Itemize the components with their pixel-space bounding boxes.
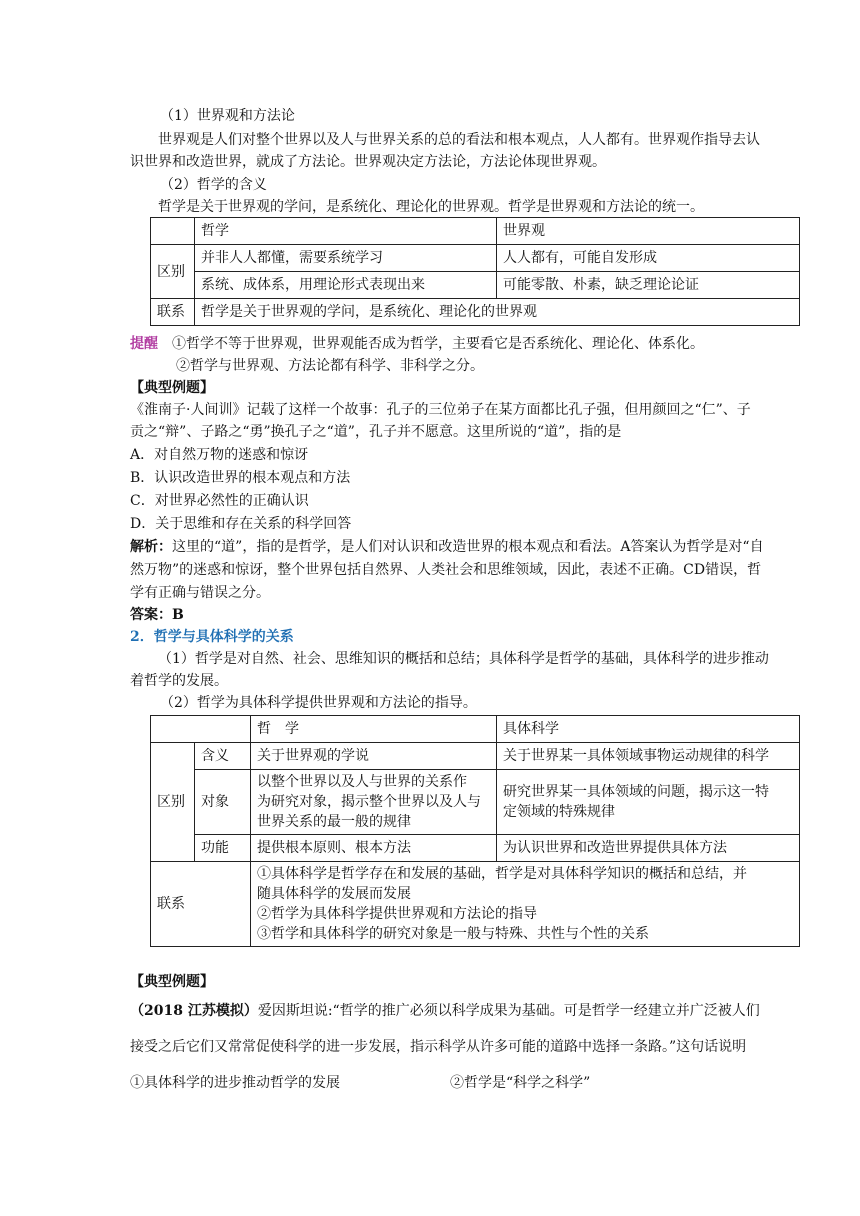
paragraph-worldview-2: 识世界和改造世界，就成了方法论。世界观决定方法论，方法论体现世界观。 xyxy=(130,154,606,170)
table-header: 具体科学 xyxy=(497,716,800,743)
row-label-connection: 联系 xyxy=(151,862,251,947)
table-cell: 人人都有，可能自发形成 xyxy=(497,245,800,272)
tip-line-2: ②哲学与世界观、方法论都有科学、非科学之分。 xyxy=(176,358,484,374)
example-title-1: 【典型例题】 xyxy=(130,380,214,396)
table-cell xyxy=(151,218,195,245)
tip-line-1 xyxy=(130,333,800,355)
table-cell: 为认识世界和改造世界提供具体方法 xyxy=(497,835,800,862)
philosophy-science-table xyxy=(150,715,800,947)
example-question-line-2: 贡之“辩”、子路之“勇”换孔子之“道”，孔子并不愿意。这里所说的“道”，指的是 xyxy=(130,424,622,440)
section-title-2: 2．哲学与具体科学的关系 xyxy=(130,629,294,645)
cell-line: 世界关系的最一般的规律 xyxy=(257,814,411,830)
analysis-text-1: 这里的“道”，指的是哲学，是人们对认识和改造世界的根本观点和看法。A答案认为哲学是对“自 xyxy=(172,539,764,555)
analysis-line-3: 学有正确与错误之分。 xyxy=(130,585,270,601)
table-cell xyxy=(151,716,251,743)
section2-paragraph-2: （2）哲学为具体科学提供世界观和方法论的指导。 xyxy=(160,695,477,711)
row-label-difference: 区别 xyxy=(151,743,195,862)
answer-value: B xyxy=(172,607,184,623)
example-question-line-1: 《淮南子·人间训》记载了这样一个故事：孔子的三位弟子在某方面都比孔子强，但用颜回之“仁”、子 xyxy=(130,402,751,418)
table-row xyxy=(151,218,800,245)
row-sublabel: 功能 xyxy=(195,835,251,862)
analysis-line-1 xyxy=(130,536,800,558)
cell-line: 定领域的特殊规律 xyxy=(503,804,615,820)
cell-line: 以整个世界以及人与世界的关系作 xyxy=(257,774,467,790)
row-sublabel: 含义 xyxy=(195,743,251,770)
option-a: A．对自然万物的迷惑和惊讶 xyxy=(130,447,309,463)
cell-line: 研究世界某一具体领域的问题，揭示这一特 xyxy=(503,784,769,800)
table-cell: 系统、成体系，用理论形式表现出来 xyxy=(195,272,497,299)
heading-worldview-methodology: （1）世界观和方法论 xyxy=(160,108,295,124)
table-cell: 提供根本原则、根本方法 xyxy=(251,835,497,862)
cell-line: ②哲学为具体科学提供世界观和方法论的指导 xyxy=(257,906,537,922)
table-row xyxy=(151,299,800,326)
table-cell xyxy=(251,770,497,835)
analysis-label: 解析： xyxy=(130,539,172,555)
row-sublabel: 对象 xyxy=(195,770,251,835)
cell-line: 为研究对象，揭示整个世界以及人与 xyxy=(257,794,481,810)
paragraph-philosophy-meaning: 哲学是关于世界观的学问，是系统化、理论化的世界观。哲学是世界观和方法论的统一。 xyxy=(158,199,704,215)
table-header: 哲 学 xyxy=(251,716,497,743)
table-cell xyxy=(497,770,800,835)
section2-paragraph-1b: 着哲学的发展。 xyxy=(130,673,228,689)
philosophy-worldview-table xyxy=(150,217,800,326)
row-label-connection: 联系 xyxy=(151,299,195,326)
tip-label: 提醒 xyxy=(130,336,158,352)
option-d: D．关于思维和存在关系的科学回答 xyxy=(130,516,352,532)
example2-line-1 xyxy=(130,1000,800,1022)
cell-line: 随具体科学的发展而发展 xyxy=(257,886,411,902)
table-cell: 并非人人都懂，需要系统学习 xyxy=(195,245,497,272)
tip-text-1: ①哲学不等于世界观，世界观能否成为哲学，主要看它是否系统化、理论化、体系化。 xyxy=(172,336,704,352)
table-row xyxy=(151,770,800,835)
table-row xyxy=(151,743,800,770)
example2-option-1: ①具体科学的进步推动哲学的发展 xyxy=(130,1075,340,1091)
analysis-line-2: 然万物”的迷惑和惊讶，整个世界包括自然界、人类社会和思维领域，因此，表述不正确。CD错误，哲 xyxy=(130,562,762,578)
option-b: B．认识改造世界的根本观点和方法 xyxy=(130,470,351,486)
paragraph-worldview-1: 世界观是人们对整个世界以及人与世界关系的总的看法和根本观点，人人都有。世界观作指导去认 xyxy=(158,132,760,148)
table-cell: 可能零散、朴素，缺乏理论论证 xyxy=(497,272,800,299)
example-title-2: 【典型例题】 xyxy=(130,974,214,990)
table-cell: 关于世界观的学说 xyxy=(251,743,497,770)
table-row xyxy=(151,245,800,272)
example2-line-2: 接受之后它们又常常促使科学的进一步发展，指示科学从许多可能的道路中选择一条路。”这句话说明 xyxy=(130,1039,747,1055)
section2-paragraph-1a: （1）哲学是对自然、社会、思维知识的概括和总结；具体科学是哲学的基础，具体科学的进步推动 xyxy=(158,651,769,667)
row-label-difference: 区别 xyxy=(151,245,195,299)
table-row xyxy=(151,272,800,299)
option-c: C．对世界必然性的正确认识 xyxy=(130,493,309,509)
table-cell: 哲学是关于世界观的学问，是系统化、理论化的世界观 xyxy=(195,299,800,326)
example2-source: （2018 江苏模拟） xyxy=(130,1003,258,1019)
cell-line: ③哲学和具体科学的研究对象是一般与特殊、共性与个性的关系 xyxy=(257,926,649,942)
table-cell xyxy=(251,862,800,947)
example2-option-2: ②哲学是“科学之科学” xyxy=(450,1075,591,1091)
table-cell: 关于世界某一具体领域事物运动规律的科学 xyxy=(497,743,800,770)
table-header: 世界观 xyxy=(497,218,800,245)
table-row xyxy=(151,716,800,743)
table-header: 哲学 xyxy=(195,218,497,245)
answer-line xyxy=(130,604,800,626)
answer-label: 答案： xyxy=(130,607,172,623)
cell-line: ①具体科学是哲学存在和发展的基础，哲学是对具体科学知识的概括和总结，并 xyxy=(257,866,747,882)
table-row xyxy=(151,862,800,947)
heading-philosophy-meaning: （2）哲学的含义 xyxy=(160,177,267,193)
table-row xyxy=(151,835,800,862)
example2-text-1: 爱因斯坦说:“哲学的推广必须以科学成果为基础。可是哲学一经建立并广泛被人们 xyxy=(257,1003,760,1019)
